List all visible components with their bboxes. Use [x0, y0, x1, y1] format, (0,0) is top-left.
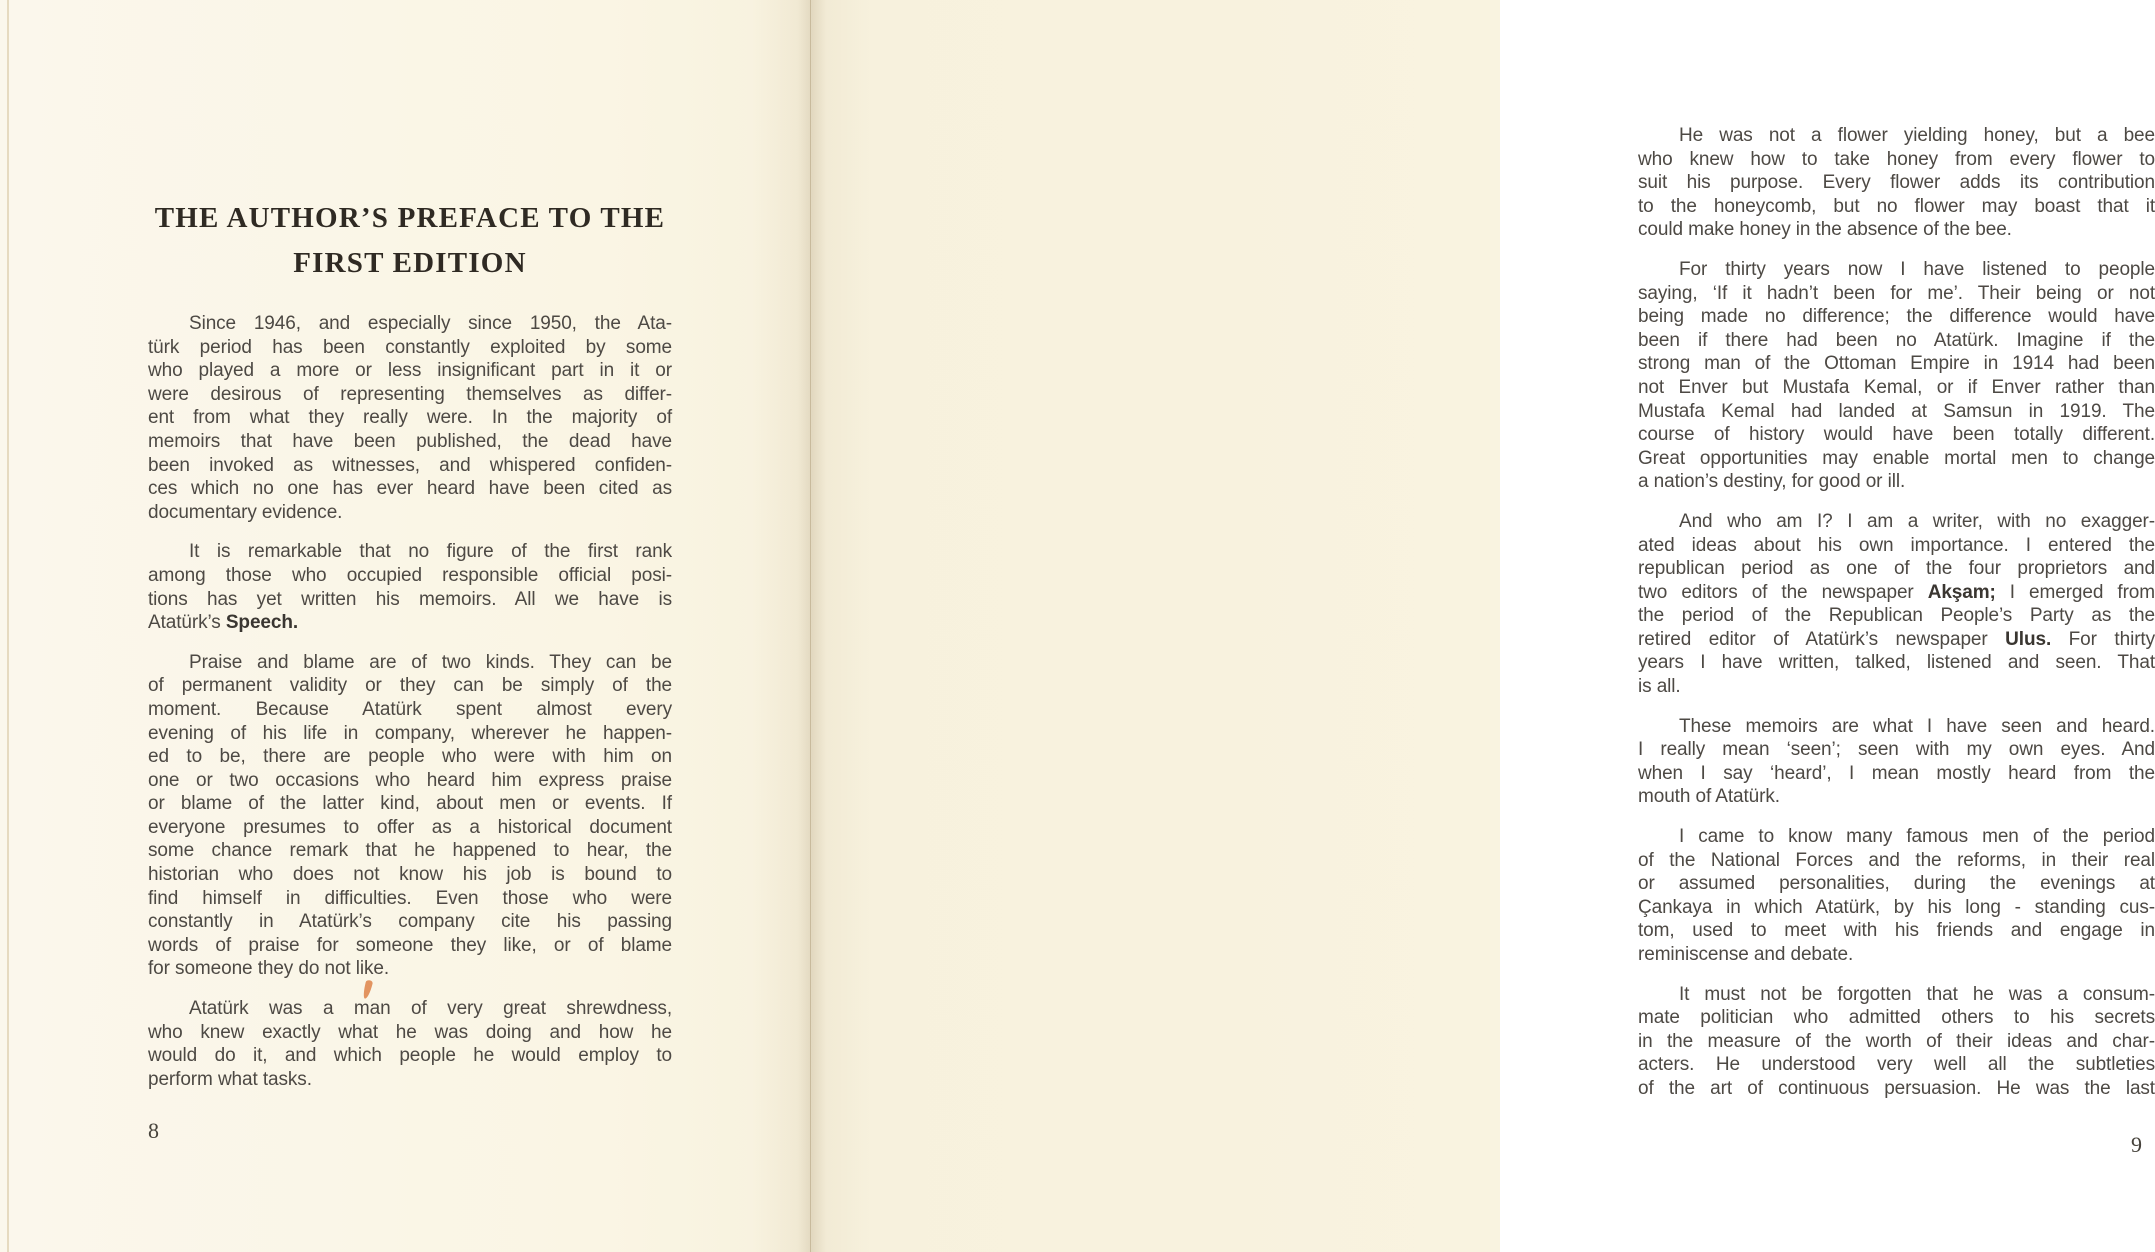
text-line: mate politician who admitted others to his secrets	[1638, 1007, 2155, 1029]
text-line: ated ideas about his own importance. I entered the	[1638, 534, 2155, 556]
paragraph	[1638, 258, 2155, 494]
text-line: been invoked as witnesses, and whispered confiden-	[148, 454, 672, 476]
text-line: memoirs that have been published, the dead have	[148, 430, 672, 452]
text-line: Atatürk’s Speech.	[148, 612, 299, 634]
text-line: Great opportunities may enable mortal men to change	[1638, 447, 2155, 469]
text-line: ces which no one has ever heard have been cited as	[148, 478, 672, 500]
text-line: tom, used to meet with his friends and engage in	[1638, 920, 2155, 942]
text-line: among those who occupied responsible official posi-	[148, 564, 672, 586]
text-line: ed to be, there are people who were with him on	[148, 746, 672, 768]
paragraph	[1638, 715, 2155, 809]
text-line: documentary evidence.	[148, 501, 343, 523]
right-page-text	[1638, 124, 2155, 1117]
text-line: Praise and blame are of two kinds. They can be	[189, 651, 672, 673]
text-line: Çankaya in which Atatürk, by his long - standing cus-	[1638, 896, 2155, 918]
text-line: perform what tasks.	[148, 1068, 312, 1090]
page-title	[148, 196, 672, 286]
text-line: find himself in difficulties. Even those who were	[148, 887, 672, 909]
text-line: I came to know many famous men of the period	[1679, 826, 2155, 848]
left-page-text	[148, 312, 672, 1107]
text-line: It must not be forgotten that he was a consum-	[1679, 983, 2155, 1005]
text-line: one or two occasions who heard him express praise	[148, 769, 672, 791]
text-line: These memoirs are what I have seen and heard.	[1679, 715, 2155, 737]
text-line: or assumed personalities, during the evenings at	[1638, 873, 2155, 895]
text-line: for someone they do not like.	[148, 958, 390, 980]
text-line: historian who does not know his job is bound to	[148, 864, 672, 886]
text-line: suit his purpose. Every flower adds its contribution	[1638, 172, 2155, 194]
paragraph	[148, 997, 672, 1091]
text-line: republican period as one of the four proprietors and	[1638, 558, 2155, 580]
page-number-right: 9	[2131, 1132, 2142, 1157]
text-line: Mustafa Kemal had landed at Samsun in 1919. The	[1638, 400, 2155, 422]
text-line: the period of the Republican People’s Party as the	[1638, 605, 2155, 627]
text-line: or blame of the latter kind, about men or events. If	[148, 793, 672, 815]
text-line: who knew exactly what he was doing and how he	[148, 1021, 672, 1043]
text-line: türk period has been constantly exploited by some	[148, 336, 672, 358]
text-line: For thirty years now I have listened to people	[1679, 258, 2155, 280]
text-line: It is remarkable that no figure of the first rank	[189, 541, 672, 563]
text-line: retired editor of Atatürk’s newspaper Ulus. For thirty	[1638, 628, 2155, 650]
paragraph	[1638, 510, 2155, 699]
text-line: who knew how to take honey from every flower to	[1638, 148, 2155, 170]
text-line: strong man of the Ottoman Empire in 1914 had been	[1638, 353, 2155, 375]
text-line: everyone presumes to offer as a historical document	[148, 816, 672, 838]
right-page	[760, 0, 2155, 1252]
left-page	[0, 0, 760, 1252]
text-line: I really mean ‘seen’; seen with my own eyes. And	[1638, 739, 2155, 761]
text-line: years I have written, talked, listened and seen. That	[1638, 652, 2155, 674]
text-line: been if there had been no Atatürk. Imagine if the	[1638, 329, 2155, 351]
text-line: in the measure of the worth of their ideas and char-	[1638, 1030, 2155, 1052]
text-line: words of praise for someone they like, or of blame	[148, 934, 672, 956]
text-line: would do it, and which people he would employ to	[148, 1045, 672, 1067]
text-line: who played a more or less insignificant part in it or	[148, 360, 672, 382]
paragraph	[148, 312, 672, 524]
paragraph	[1638, 124, 2155, 242]
text-line: course of history would have been totally different.	[1638, 424, 2155, 446]
text-line: He was not a flower yielding honey, but a bee	[1679, 125, 2155, 146]
text-line: some chance remark that he happened to hear, the	[148, 840, 672, 862]
text-line: tions has yet written his memoirs. All we have is	[148, 588, 672, 610]
text-line: being made no difference; the difference would have	[1638, 306, 2155, 328]
paragraph	[148, 540, 672, 634]
paragraph	[1638, 825, 2155, 967]
text-line: to the honeycomb, but no flower may boast that it	[1638, 195, 2155, 217]
text-line: of the art of continuous persuasion. He was the last	[1638, 1077, 2155, 1099]
text-line: a nation’s destiny, for good or ill.	[1638, 471, 1906, 493]
text-line: not Enver but Mustafa Kemal, or if Enver rather than	[1638, 376, 2155, 398]
text-line: two editors of the newspaper Akşam; I emerged from	[1638, 581, 2155, 603]
title-line-1: THE AUTHOR’S PREFACE TO THE	[154, 202, 666, 234]
text-line: evening of his life in company, wherever he happen-	[148, 722, 672, 744]
text-line: constantly in Atatürk’s company cite his passing	[148, 911, 672, 933]
text-line: were desirous of representing themselves as differ-	[148, 383, 672, 405]
text-line: Since 1946, and especially since 1950, the Ata-	[189, 313, 672, 334]
text-line: ent from what they really were. In the majority of	[148, 407, 672, 429]
paragraph	[1638, 983, 2155, 1101]
text-line: when I say ‘heard’, I mean mostly heard from the	[1638, 762, 2155, 784]
text-line: saying, ‘If it hadn’t been for me’. Their being or not	[1638, 282, 2155, 304]
text-line: moment. Because Atatürk spent almost every	[148, 698, 672, 720]
text-line: of the National Forces and the reforms, in their real	[1638, 849, 2155, 871]
page-number-left: 8	[148, 1118, 159, 1143]
text-line: reminiscense and debate.	[1638, 944, 1854, 965]
text-line: of permanent validity or they can be simply of the	[148, 675, 672, 697]
text-line: is all.	[1638, 676, 1681, 698]
title-line-2: FIRST EDITION	[293, 247, 527, 279]
text-line: could make honey in the absence of the bee.	[1638, 219, 2012, 241]
text-line: acters. He understood very well all the subtleties	[1638, 1054, 2155, 1076]
paragraph	[148, 651, 672, 981]
text-line: Atatürk was a man of very great shrewdness,	[189, 998, 672, 1020]
text-line: And who am I? I am a writer, with no exagger-	[1679, 510, 2155, 532]
text-line: mouth of Atatürk.	[1638, 786, 1780, 808]
